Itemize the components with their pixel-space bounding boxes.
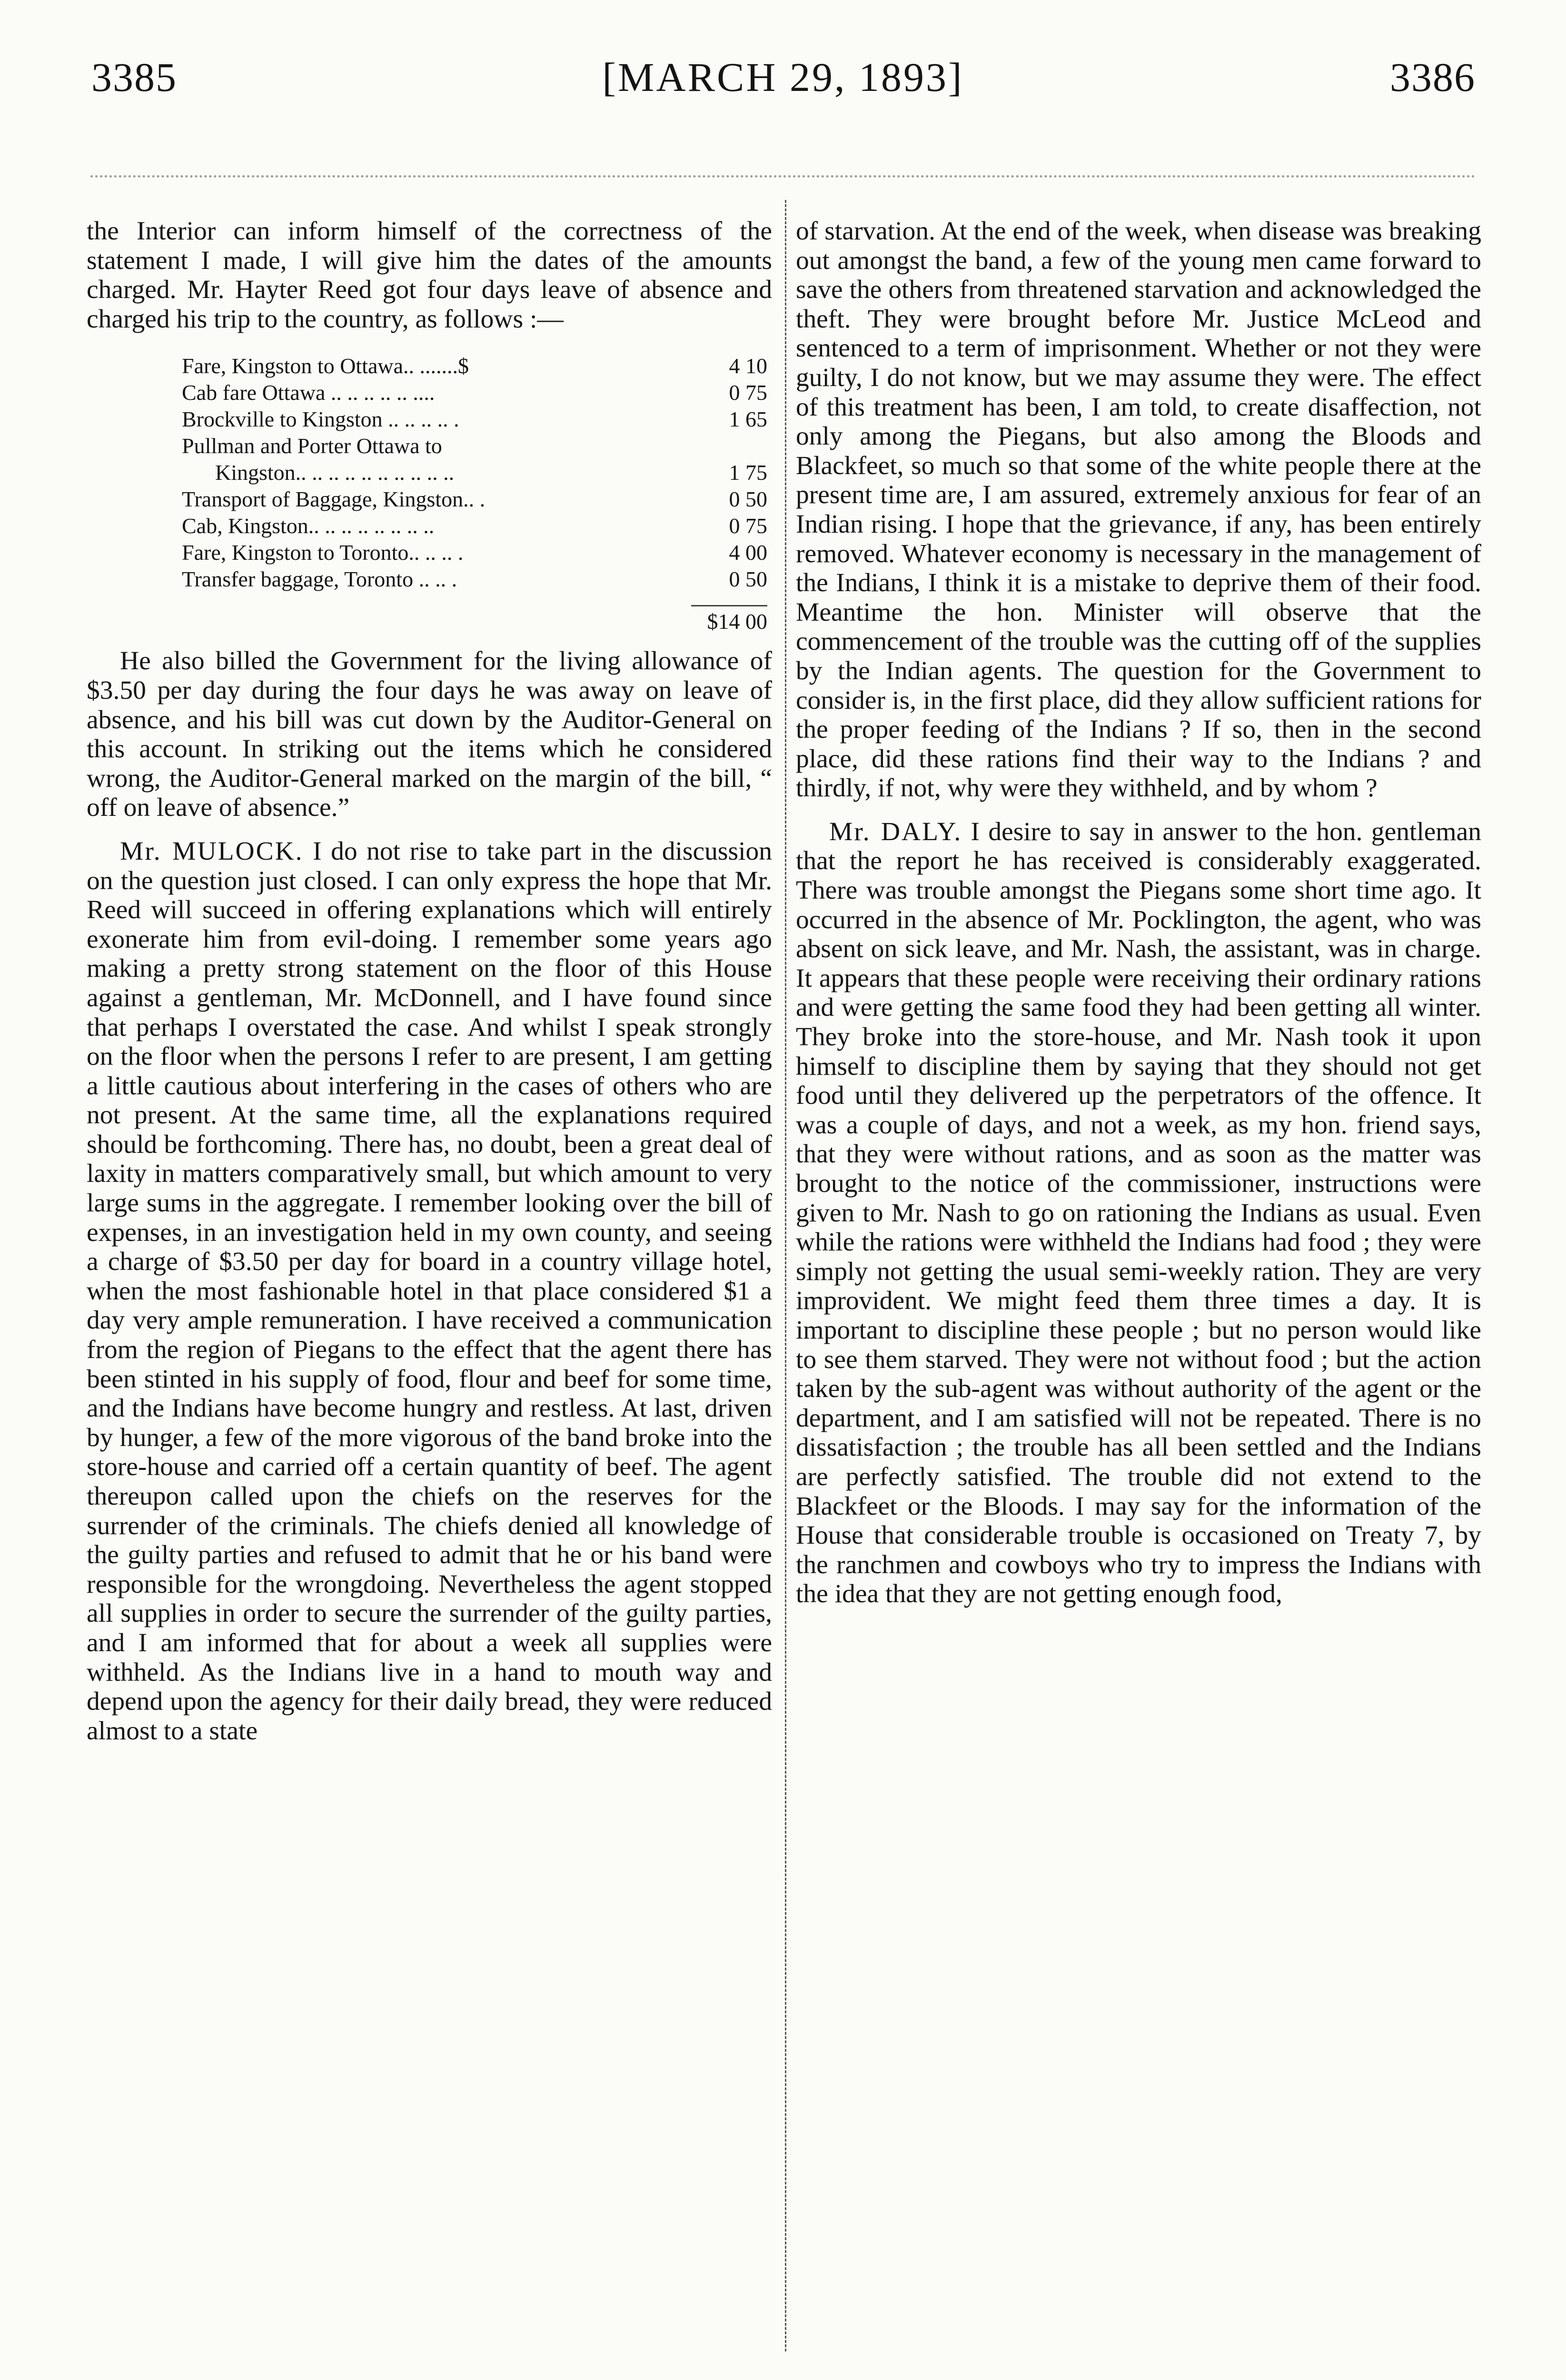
expense-row — [182, 353, 767, 379]
expense-total: $14 00 — [691, 605, 767, 635]
speech-text: I do not rise to take part in the discussion on the question just closed. I can only express the hope that Mr. Reed will succeed in offering explanations which will entirely exonerate him from evil-doing. I remember some years ago making a pretty strong statement on the floor of this House against a gentleman, Mr. McDonnell, and I have found since that perhaps I overstated the case. And whilst I speak strongly on the floor when the persons I refer to are present, I am getting a little cautious about interfering in the cases of others who are not present. At the same time, all the explanations required should be forthcoming. There has, no doubt, been a great deal of laxity in matters comparatively small, but which amount to very large sums in the aggregate. I remember looking over the bill of expenses, in an investigation held in my own county, and seeing a charge of $3.50 per day for board in a country village hotel, when the most fashionable hotel in that place considered $1 a day very ample remuneration. I have received a communication from the region of Piegans to the effect that the agent there has been stinted in his supply of food, flour and beef for some time, and the Indians have become hungry and restless. At last, driven by hunger, a few of the more vigorous of the band broke into the store-house and carried off a certain quantity of beef. The agent thereupon called upon the chiefs on the reserves for the surrender of the criminals. The chiefs denied all knowledge of the guilty parties and refused to admit that he or his band were responsible for the wrongdoing. Nevertheless the agent stopped all supplies in order to secure the surrender of the guilty parties, and I am informed that for about a week all supplies were withheld. As the Indians live in a hand to mouth way and depend upon the agency for their daily bread, they were reduced almost to a state — [87, 836, 773, 1745]
left-paragraph-3 — [87, 837, 772, 1745]
expense-amount: 0 75 — [729, 514, 767, 538]
header-rule — [90, 175, 1476, 178]
left-paragraph-1: the Interior can inform himself of the correctness of the statement I made, I will give him the dates of the amounts charged. Mr. Hayter Reed got four days leave of absence and charged his trip to the country, as follows :— — [87, 217, 772, 334]
expense-label: Pullman and Porter Ottawa to — [182, 434, 442, 458]
expense-label: Transport of Baggage, Kingston.. . — [182, 487, 486, 512]
expense-amount: 1 75 — [729, 460, 767, 485]
expense-row — [182, 486, 767, 513]
expense-amount: 1 65 — [729, 407, 767, 432]
expense-amount: 4 10 — [729, 354, 767, 378]
page-number-left: 3385 — [91, 54, 177, 100]
expense-row — [182, 459, 767, 486]
expense-row — [182, 433, 767, 459]
expense-label: Transfer baggage, Toronto .. .. . — [182, 567, 457, 592]
expense-row — [182, 379, 767, 406]
expense-amount: 4 00 — [729, 540, 767, 565]
expense-amount: 0 75 — [729, 380, 767, 405]
expense-amount: 0 50 — [729, 567, 767, 592]
speech-text: I desire to say in answer to the hon. gentleman that the report he has received is considerably exaggerated. There was trouble amongst the Piegans some short time ago. It occurred in the absence of Mr. Pocklington, the agent, who was absent on sick leave, and Mr. Nash, the assistant, was in charge. It appears that these people were receiving their ordinary rations and were getting the same food they had been getting all winter. They broke into the store-house, and Mr. Nash took it upon himself to discipline them by saying that they should not get food until they delivered up the perpetrators of the offence. It was a couple of days, and not a week, as my hon. friend says, that they were without rations, and as soon as the matter was brought to the notice of the commissioner, instructions were given to Mr. Nash to go on rationing the Indians as usual. Even while the rations were withheld the Indians had food ; they were simply not getting the usual semi-weekly ration. They are very improvident. We might feed them three times a day. It is important to discipline these people ; but no person would like to see them starved. They were not without food ; but the action taken by the sub-agent was without authority of the agent or the department, and I am satisfied will not be repeated. There is no dissatisfaction ; the trouble has all been settled and the Indians are perfectly satisfied. The trouble did not extend to the Blackfeet or the Bloods. I may say for the information of the House that considerable trouble is occasioned on Treaty 7, by the ranchmen and cowboys who try to impress the Indians with the idea that they are not getting enough food, — [796, 817, 1481, 1609]
header-date: [MARCH 29, 1893] — [602, 54, 964, 100]
expense-label: Fare, Kingston to Ottawa.. .......$ — [182, 354, 469, 378]
speaker-name: Mr. MULOCK. — [120, 836, 304, 866]
expense-label: Brockville to Kingston .. .. .. .. . — [182, 407, 459, 432]
expense-row — [182, 566, 767, 593]
expense-label: Cab, Kingston.. .. .. .. .. .. .. .. — [182, 514, 435, 538]
expense-row — [182, 539, 767, 566]
left-paragraph-2: He also billed the Government for the living allowance of $3.50 per day during the four days he was away on leave of absence, and his bill was cut down by the Auditor-General on this account. In striking out the items which he considered wrong, the Auditor-General marked on the margin of the bill, “ off on leave of absence.” — [87, 646, 772, 823]
expense-label: Cab fare Ottawa .. .. .. .. .. .... — [182, 380, 435, 405]
expense-table — [182, 353, 767, 635]
expense-label: Fare, Kingston to Toronto.. .. .. . — [182, 540, 464, 565]
right-column — [796, 217, 1481, 1609]
speaker-name: Mr. DALY. — [829, 817, 962, 846]
expense-row — [182, 513, 767, 539]
column-divider — [785, 200, 786, 2351]
right-paragraph-2 — [796, 817, 1481, 1609]
expense-row — [182, 406, 767, 433]
expense-label: Kingston.. .. .. .. .. .. .. .. .. .. — [215, 460, 455, 485]
expense-amount — [701, 433, 767, 459]
expense-total-row — [182, 605, 767, 635]
expense-amount: 0 50 — [729, 487, 767, 512]
page-header — [0, 53, 1566, 125]
left-column — [87, 217, 772, 1745]
right-paragraph-1: of starvation. At the end of the week, when disease was breaking out amongst the band, a few of the young men came forward to save the others from threatened starvation and acknowledged the theft. They were brought before Mr. Justice McLeod and sentenced to a term of imprisonment. Whether or not they were guilty, I do not know, but we may assume they were. The effect of this treatment has been, I am told, to create disaffection, not only among the Piegans, but also among the Bloods and Blackfeet, so much so that some of the white people there at the present time are, I am assured, extremely anxious for fear of an Indian rising. I hope that the grievance, if any, has been entirely removed. Whatever economy is necessary in the management of the Indians, I think it is a mistake to deprive them of their food. Meantime the hon. Minister will observe that the commencement of the trouble was the cutting off of the supplies by the Indian agents. The question for the Government to consider is, in the first place, did they allow sufficient rations for the proper feeding of the Indians ? If so, then in the second place, did these rations find their way to the Indians ? and thirdly, if not, why were they withheld, and by whom ? — [796, 217, 1481, 803]
page-number-right: 3386 — [1390, 54, 1476, 100]
